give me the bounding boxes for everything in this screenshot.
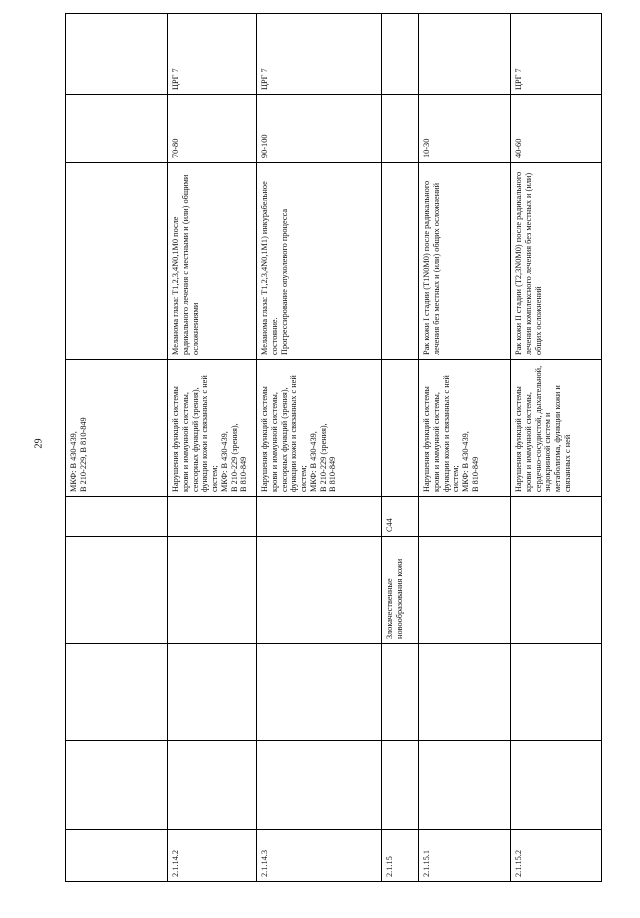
percent-cell: 90-100	[257, 95, 382, 163]
description-cell	[382, 163, 419, 360]
impairment-text: Нарушения функций системы крови и иммунной системы, функции кожи и связанных с ней систем; МКФ: B 430-439, B 810-849	[422, 375, 480, 492]
cell-col2	[511, 741, 602, 830]
code-cell: 2.1.15	[382, 830, 419, 882]
table-row	[168, 14, 257, 882]
impairment-cell	[168, 360, 257, 497]
impairment-text: Нарушения функций системы крови и иммунной системы, сенсорных функций (зрения), функции кожи и связанных с ней систем; МКФ: B 430-439, B 210-229 (зрения), B 810-849	[260, 375, 338, 492]
cell-col3	[511, 644, 602, 741]
cell-col5	[257, 497, 382, 537]
table-row	[66, 14, 168, 882]
code-cell: 2.1.15.1	[419, 830, 511, 882]
classification-table	[65, 13, 602, 882]
description-cell	[168, 163, 257, 360]
cell-col3	[66, 644, 168, 741]
description-text: Рак кожи II стадии (T2,3N0M0) после радикального лечения комплексного лечения без местных и (или) общих осложнений	[514, 171, 543, 355]
description-cell	[419, 163, 511, 360]
table-row	[511, 14, 602, 882]
page-number: 29	[33, 438, 45, 449]
rotated-table-wrapper	[65, 14, 601, 882]
cell-col3	[419, 644, 511, 741]
impairment-text: МКФ: B 430-439, B 210-229, B 810-849	[69, 417, 88, 492]
impairment-text: Нарушения функций системы крови и иммунной системы, сенсорных функций (зрения), функции кожи и связанных с ней систем; МКФ: B 430-439, B 210-229 (зрения), B 810-849	[171, 375, 249, 492]
group-cell: ЦРГ 7	[168, 14, 257, 95]
code-cell: 2.1.14.2	[168, 830, 257, 882]
description-text: Меланома глаза: T1,2,3,4N0,1M1) инкурабельное состояние. Прогрессирование опухолевого процесса	[260, 181, 289, 355]
cell-col2	[382, 741, 419, 830]
group-cell: ЦРГ 7	[257, 14, 382, 95]
cell-col3	[382, 644, 419, 741]
percent-cell: 70-80	[168, 95, 257, 163]
cell-col2	[257, 741, 382, 830]
table-row	[257, 14, 382, 882]
cell-col4	[66, 537, 168, 644]
cell-col5	[168, 497, 257, 537]
description-text: Меланома глаза: T1,2,3,4N0,1M0 после радикального лечения с местными и (или) общими осложнениями	[171, 174, 200, 355]
code-cell: 2.1.14.3	[257, 830, 382, 882]
percent-cell: 10-30	[419, 95, 511, 163]
code-cell	[66, 830, 168, 882]
cell-col3	[257, 644, 382, 741]
cell-col2	[168, 741, 257, 830]
cell-col5	[511, 497, 602, 537]
group-cell	[419, 14, 511, 95]
code-cell: 2.1.15.2	[511, 830, 602, 882]
table-row	[382, 14, 419, 882]
cell-col4	[419, 537, 511, 644]
percent-cell	[382, 95, 419, 163]
cell-col4	[511, 537, 602, 644]
impairment-cell	[511, 360, 602, 497]
impairment-cell	[382, 360, 419, 497]
impairment-cell	[66, 360, 168, 497]
cell-col4	[257, 537, 382, 644]
icd-code-cell: C44	[382, 497, 419, 537]
impairment-cell	[419, 360, 511, 497]
cell-col5	[66, 497, 168, 537]
description-text: Рак кожи I стадии (T1N0M0) после радикального лечения без местных и (или) общих осложнений	[422, 180, 441, 355]
description-cell	[66, 163, 168, 360]
cell-col2	[419, 741, 511, 830]
impairment-text: Нарушения функций системы крови и иммунной системы, сердечно-сосудистой, дыхательной, эндокринной систем и метаболизма, функции кожи и связанных с ней	[514, 365, 572, 492]
percent-cell	[66, 95, 168, 163]
group-cell	[66, 14, 168, 95]
table-row	[419, 14, 511, 882]
impairment-cell	[257, 360, 382, 497]
group-cell	[382, 14, 419, 95]
group-cell: ЦРГ 7	[511, 14, 602, 95]
cell-col5	[419, 497, 511, 537]
cell-col2	[66, 741, 168, 830]
category-cell: Злокачественные новообразования кожи	[382, 537, 419, 644]
percent-cell: 40-60	[511, 95, 602, 163]
cell-col4	[168, 537, 257, 644]
description-cell	[257, 163, 382, 360]
cell-col3	[168, 644, 257, 741]
description-cell	[511, 163, 602, 360]
